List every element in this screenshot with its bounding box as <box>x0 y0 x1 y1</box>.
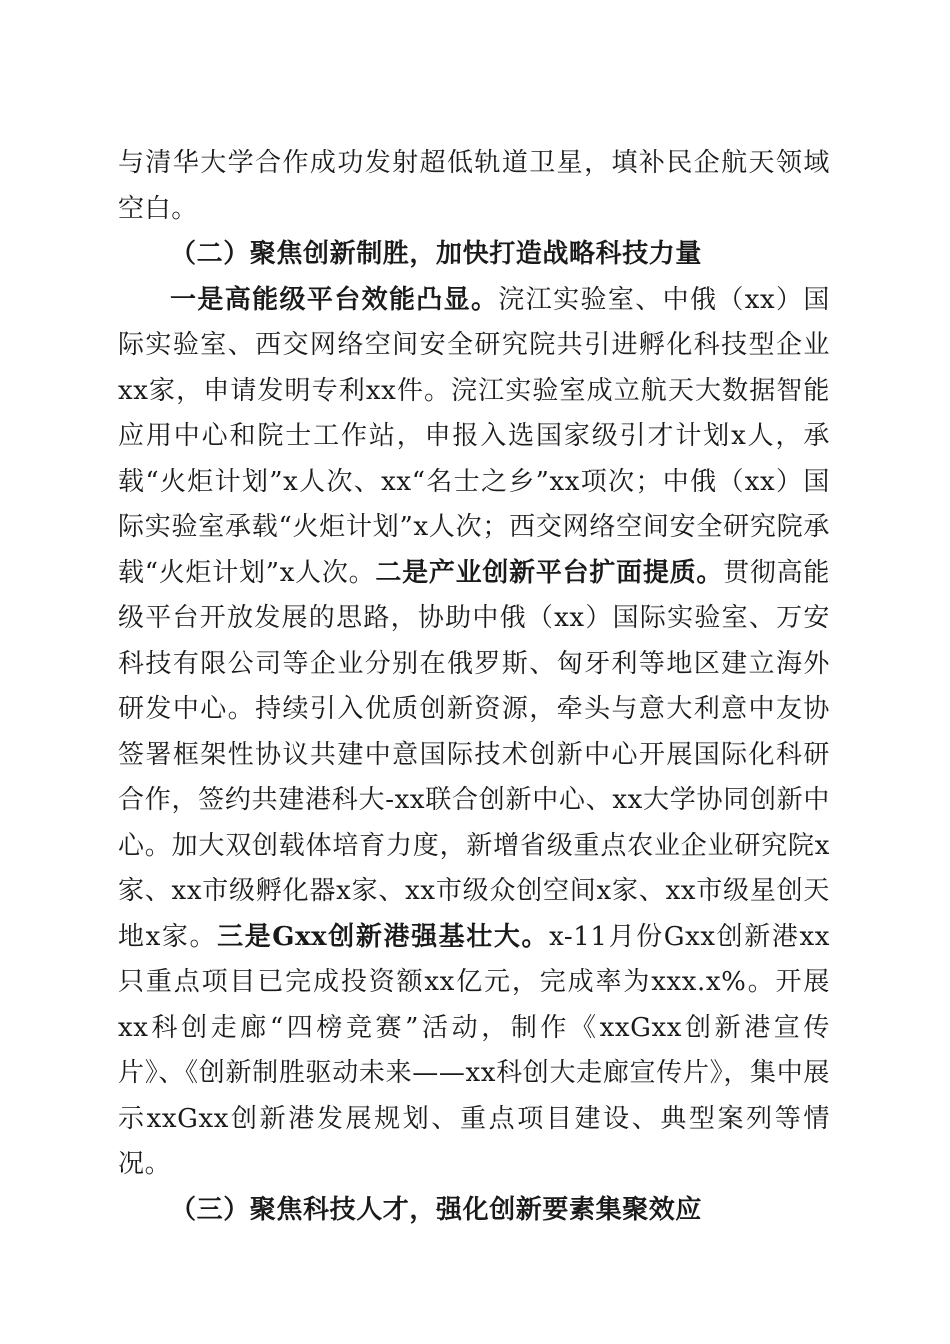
section-2-heading: （二）聚焦创新制胜，加快打造战略科技力量 <box>170 239 703 269</box>
continued-paragraph: 与清华大学合作成功发射超低轨道卫星，填补民企航天领域空白。 <box>118 148 830 224</box>
section-3-heading: （三）聚焦科技人才，强化创新要素集聚效应 <box>170 1194 703 1225</box>
body-text-3: x-11月份Gxx创新港xx只重点项目已完成投资额xx亿元，完成率为xxx.x%。开展xx科创走廊“四榜竞赛”活动，制作《xxGxx创新港宣传片》、《创新制胜驱动未来——xx科创大走廊宣传片》，集中展示xxGxx创新港发展规划、重点项目建设、典型案列等情况。 <box>118 921 830 1179</box>
body-text-2: 贯彻高能级平台开放发展的思路，协助中俄（xx）国际实验室、万安科技有限公司等企业分别在俄罗斯、匈牙利等地区建立海外研发中心。持续引入优质创新资源，牵头与意大利意中友协签署框架性协议共建中意国际技术创新中心开展国际化科研合作，签约共建港科大-xx联合创新中心、xx大学协同创新中心。加大双创载体培育力度，新增省级重点农业企业研究院x家、xx市级孵化器x家、xx市级众创空间x家、xx市级星创天地x家。 <box>118 557 830 952</box>
lead-sentence-1: 一是高能级平台效能凸显。 <box>170 284 499 315</box>
section-2-body <box>118 278 830 1188</box>
body-text-1: 浣江实验室、中俄（xx）国际实验室、西交网络空间安全研究院共引进孵化科技型企业xx家，申请发明专利xx件。浣江实验室成立航天大数据智能应用中心和院士工作站，申报入选国家级引才计划x人，承载“火炬计划”x人次、xx“名士之乡”xx项次；中俄（xx）国际实验室承载“火炬计划”x人次；西交网络空间安全研究院承载“火炬计划”x人次。 <box>118 284 830 588</box>
lead-sentence-3: 三是Gxx创新港强基壮大。 <box>217 921 550 952</box>
lead-sentence-2: 二是产业创新平台扩面提质。 <box>375 557 724 588</box>
document-page <box>118 141 830 1233</box>
